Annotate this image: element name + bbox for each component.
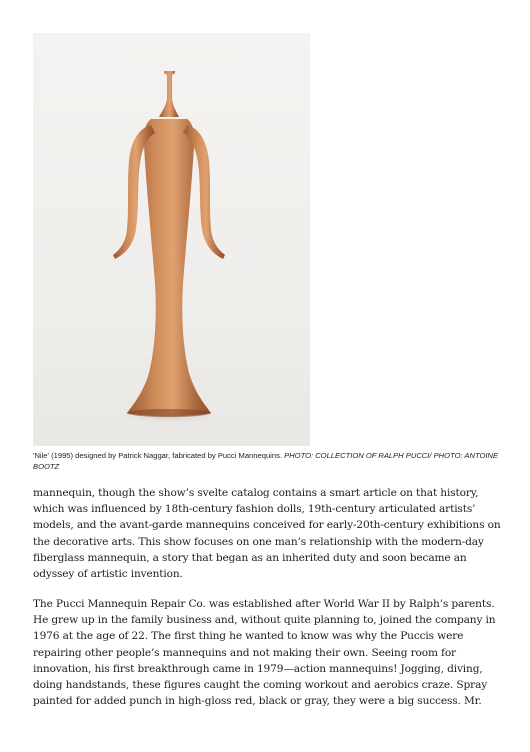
- photo-caption: [33, 451, 503, 472]
- nile-mannequin-figure: [33, 33, 310, 446]
- article-paragraph-2: The Pucci Mannequin Repair Co. was established after World War II by Ralph’s parents. He grew up in the family business and, without quite planning to, joined the company in 1976 at the age of 22. The first thing he wanted to know was why the Puccis were repairing other people’s mannequins and not making their own. Seeing room for innovation, his first breakthrough came in 1979—action mannequins! Jogging, diving, doing handstands, these figures caught the coming workout and aerobics craze. Spray painted for added punch in high-gloss red, black or gray, they were a big success. Mr.: [33, 598, 496, 708]
- mannequin-photo: [33, 33, 310, 446]
- caption-credit: PHOTO: COLLECTION OF RALPH PUCCI/ PHOTO: ANTOINE BOOTZ: [33, 451, 499, 471]
- article-paragraph-1: mannequin, though the show’s svelte catalog contains a smart article on that history, which was influenced by 18th-century fashion dolls, 19th-century articulated artists’ models, and the avant-garde mannequins conceived for early-20th-century exhibitions on the decorative arts. This show focuses on one man’s relationship with the modern-day fiberglass mannequin, a story that began as an inherited duty and soon became an odyssey of artistic invention.: [33, 487, 501, 581]
- caption-text: 'Nile' (1995) designed by Patrick Naggar, fabricated by Pucci Mannequins.: [33, 451, 285, 460]
